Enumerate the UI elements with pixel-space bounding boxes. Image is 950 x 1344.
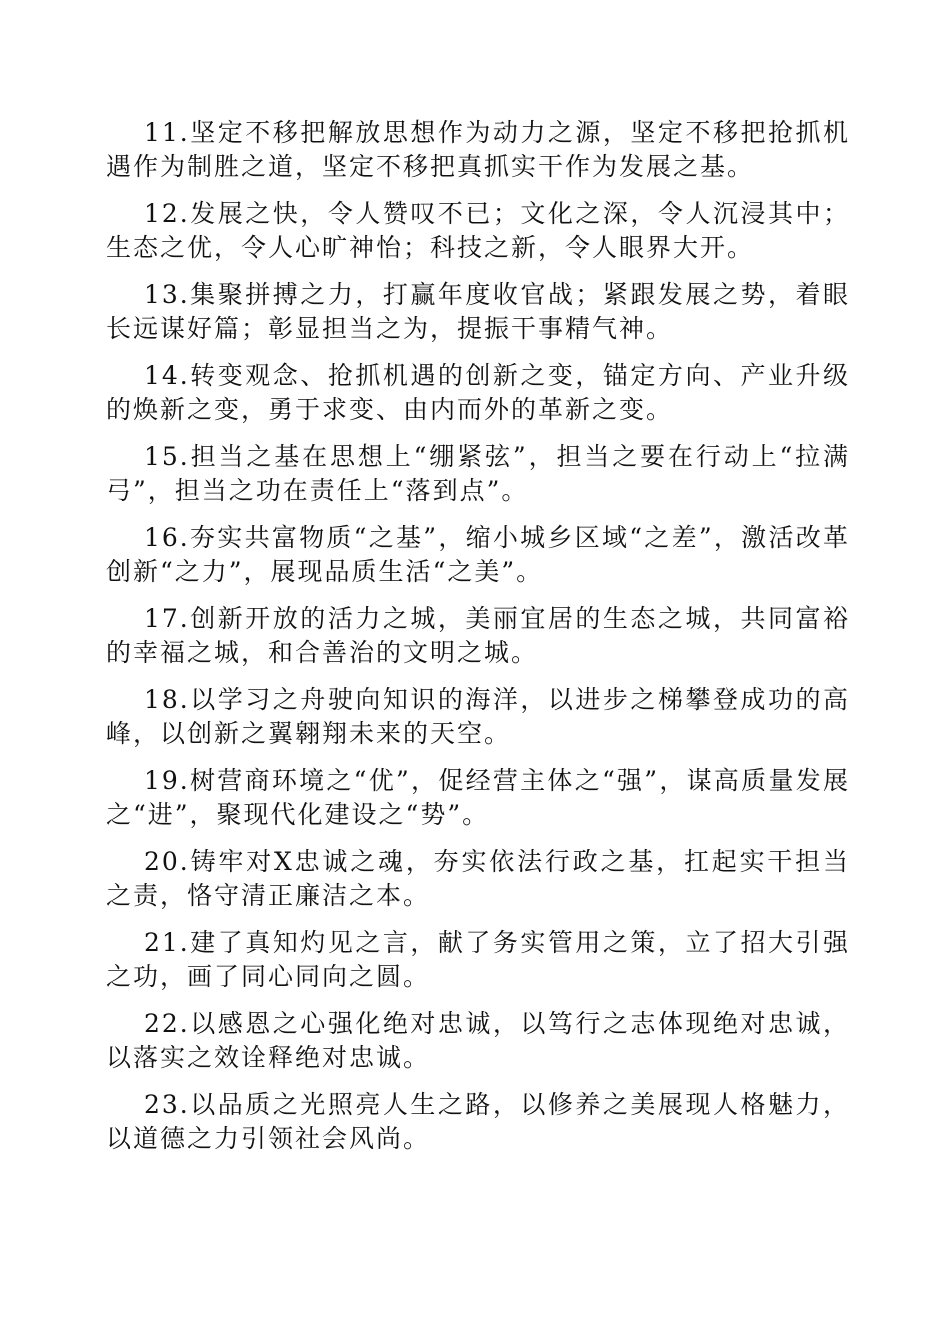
paragraph-15: 15.担当之基在思想上“绷紧弦”，担当之要在行动上“拉满弓”，担当之功在责任上“落到点”。 bbox=[106, 442, 850, 505]
paragraph-18: 18.以学习之舟驶向知识的海洋，以进步之梯攀登成功的高峰，以创新之翼翱翔未来的天空。 bbox=[106, 685, 850, 748]
paragraph-14: 14.转变观念、抢抓机遇的创新之变，锚定方向、产业升级的焕新之变，勇于求变、由内而外的革新之变。 bbox=[106, 361, 850, 424]
paragraph-12: 12.发展之快，令人赞叹不已；文化之深，令人沉浸其中；生态之优，令人心旷神怡；科技之新，令人眼界大开。 bbox=[106, 199, 850, 262]
paragraph-19: 19.树营商环境之“优”，促经营主体之“强”，谋高质量发展之“进”，聚现代化建设之“势”。 bbox=[106, 766, 850, 829]
paragraph-13: 13.集聚拼搏之力，打赢年度收官战；紧跟发展之势，着眼长远谋好篇；彰显担当之为，提振干事精气神。 bbox=[106, 280, 850, 343]
paragraph-20: 20.铸牢对X忠诚之魂，夯实依法行政之基，扛起实干担当之责，恪守清正廉洁之本。 bbox=[106, 847, 850, 910]
paragraph-16: 16.夯实共富物质“之基”，缩小城乡区域“之差”，激活改革创新“之力”，展现品质生活“之美”。 bbox=[106, 523, 850, 586]
document-body bbox=[106, 116, 850, 1169]
paragraph-21: 21.建了真知灼见之言，献了务实管用之策，立了招大引强之功，画了同心同向之圆。 bbox=[106, 928, 850, 991]
paragraph-17: 17.创新开放的活力之城，美丽宜居的生态之城，共同富裕的幸福之城，和合善治的文明之城。 bbox=[106, 604, 850, 667]
paragraph-22: 22.以感恩之心强化绝对忠诚，以笃行之志体现绝对忠诚，以落实之效诠释绝对忠诚。 bbox=[106, 1009, 850, 1072]
paragraph-23: 23.以品质之光照亮人生之路，以修养之美展现人格魅力，以道德之力引领社会风尚。 bbox=[106, 1090, 850, 1153]
paragraph-11: 11.坚定不移把解放思想作为动力之源，坚定不移把抢抓机遇作为制胜之道，坚定不移把真抓实干作为发展之基。 bbox=[106, 118, 850, 181]
